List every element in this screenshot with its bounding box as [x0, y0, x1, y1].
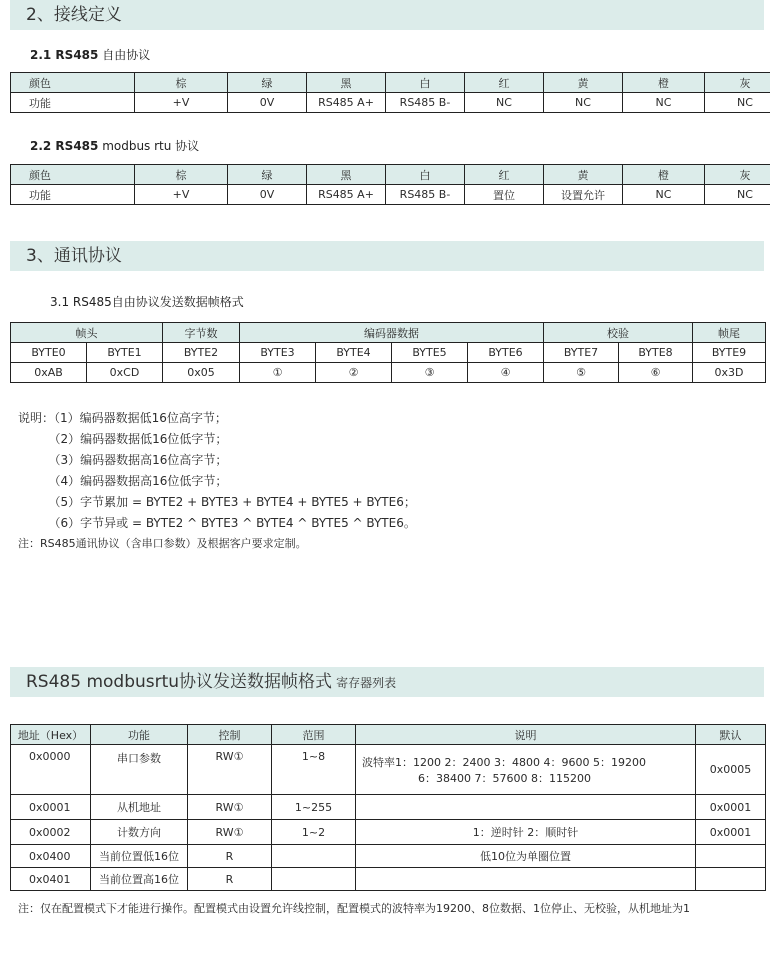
wire-cell: 置位 [465, 185, 544, 205]
register-function: 计数方向 [91, 820, 188, 845]
register-control: RW① [188, 820, 272, 845]
group-encoder: 编码器数据 [240, 323, 544, 343]
register-control: RW① [188, 795, 272, 820]
register-address: 0x0000 [11, 745, 91, 795]
register-default: 0x0001 [696, 795, 766, 820]
note-line: 说明：（1）编码器数据低16位高字节； [18, 411, 227, 425]
col-function: 功能 [91, 725, 188, 745]
wire-cell: +V [135, 185, 228, 205]
wire-cell: 黑 [307, 73, 386, 93]
byte-label: BYTE1 [87, 343, 163, 363]
register-address: 0x0002 [11, 820, 91, 845]
wire-cell: 橙 [623, 165, 705, 185]
byte-label: BYTE8 [619, 343, 693, 363]
color-row [11, 73, 770, 93]
register-default [696, 868, 766, 891]
register-range: 1~2 [272, 820, 356, 845]
wire-cell: 绿 [228, 165, 307, 185]
note-line: （6）字节异或 = BYTE2 ^ BYTE3 ^ BYTE4 ^ BYTE5 ^ BYTE6。 [18, 516, 416, 530]
description-line-2: 6：38400 7：57600 8：115200 [418, 771, 591, 785]
byte-value: 0x05 [163, 363, 240, 383]
description-line-1: 1：逆时针 2：顺时针 [472, 826, 579, 839]
subsection-2-1-number: 2.1 RS485 [30, 48, 99, 62]
wire-cell: 黄 [544, 165, 623, 185]
register-description [356, 845, 696, 868]
description-line-1: 低10位为单圈位置 [480, 850, 571, 863]
register-default [696, 845, 766, 868]
byte-value: 0xCD [87, 363, 163, 383]
wire-cell: 灰 [705, 73, 770, 93]
wire-cell: +V [135, 93, 228, 113]
byte-value: ② [316, 363, 392, 383]
wire-cell: 白 [386, 165, 465, 185]
wire-cell: 黑 [307, 165, 386, 185]
frame-format-table [10, 322, 766, 383]
section-3-title: 3、通讯协议 [26, 246, 122, 266]
byte-value: ④ [468, 363, 544, 383]
register-range: 1~8 [272, 745, 356, 795]
wire-cell: 红 [465, 165, 544, 185]
byte-label: BYTE6 [468, 343, 544, 363]
wiring-table-modbus [10, 164, 770, 205]
group-bytecount: 字节数 [163, 323, 240, 343]
col-control: 控制 [188, 725, 272, 745]
register-row [11, 745, 766, 795]
row-label: 功能 [11, 93, 135, 113]
section-2-header [10, 0, 764, 30]
register-row [11, 795, 766, 820]
byte-label: BYTE0 [11, 343, 87, 363]
wire-cell: 白 [386, 73, 465, 93]
register-address: 0x0400 [11, 845, 91, 868]
frame-values-row [11, 363, 766, 383]
frame-group-row [11, 323, 766, 343]
subsection-3-1-title: 3.1 RS485自由协议发送数据帧格式 [50, 295, 244, 309]
byte-value: ③ [392, 363, 468, 383]
wire-cell: 橙 [623, 73, 705, 93]
function-row [11, 93, 770, 113]
function-row [11, 185, 770, 205]
section-4-title-small: 寄存器列表 [336, 676, 397, 690]
row-label: 颜色 [11, 73, 135, 93]
explanation-notes [18, 409, 416, 535]
section-4-title: RS485 modbusrtu协议发送数据帧格式 [26, 672, 333, 692]
note-line: （2）编码器数据低16位低字节； [18, 432, 228, 446]
wire-cell: 黄 [544, 73, 623, 93]
section-4-footnote: 注：仅在配置模式下才能进行操作。配置模式由设置允许线控制，配置模式的波特率为19200、8位数据、1位停止、无校验，从机地址为1 [18, 902, 690, 915]
register-function: 当前位置低16位 [91, 845, 188, 868]
section-3-header [10, 241, 764, 271]
register-row [11, 845, 766, 868]
register-description [356, 745, 696, 795]
row-label: 功能 [11, 185, 135, 205]
wire-cell: RS485 B- [386, 93, 465, 113]
register-address: 0x0401 [11, 868, 91, 891]
subsection-2-2-number: 2.2 RS485 [30, 139, 99, 153]
subsection-2-1-title [30, 46, 150, 63]
group-check: 校验 [544, 323, 693, 343]
wire-cell: RS485 A+ [307, 185, 386, 205]
register-control: R [188, 845, 272, 868]
description-line-1: 波特率1：1200 2：2400 3：4800 4：9600 5：19200 [362, 755, 646, 769]
byte-label: BYTE3 [240, 343, 316, 363]
wire-cell: NC [705, 185, 770, 205]
wire-cell: NC [623, 93, 705, 113]
wire-cell: 灰 [705, 165, 770, 185]
wire-cell: 棕 [135, 165, 228, 185]
col-range: 范围 [272, 725, 356, 745]
col-address: 地址（Hex） [11, 725, 91, 745]
group-header: 帧头 [11, 323, 163, 343]
row-label: 颜色 [11, 165, 135, 185]
wire-cell: 设置允许 [544, 185, 623, 205]
register-header-row [11, 725, 766, 745]
register-row [11, 820, 766, 845]
register-control: R [188, 868, 272, 891]
wire-cell: NC [705, 93, 770, 113]
register-function: 当前位置高16位 [91, 868, 188, 891]
byte-label: BYTE7 [544, 343, 619, 363]
byte-label: BYTE9 [693, 343, 766, 363]
section-4-header [10, 667, 764, 697]
register-range [272, 845, 356, 868]
byte-label: BYTE2 [163, 343, 240, 363]
wire-cell: 绿 [228, 73, 307, 93]
section-2-title: 2、接线定义 [26, 5, 122, 25]
wire-cell: 红 [465, 73, 544, 93]
wire-cell: RS485 A+ [307, 93, 386, 113]
wiring-table-free-protocol [10, 72, 770, 113]
wire-cell: 0V [228, 185, 307, 205]
note-line: （3）编码器数据高16位高字节； [18, 453, 228, 467]
byte-value: 0xAB [11, 363, 87, 383]
register-default: 0x0001 [696, 820, 766, 845]
register-default: 0x0005 [696, 745, 766, 795]
wire-cell: 0V [228, 93, 307, 113]
register-range [272, 868, 356, 891]
group-tail: 帧尾 [693, 323, 766, 343]
register-description [356, 795, 696, 820]
wire-cell: NC [465, 93, 544, 113]
byte-label: BYTE4 [316, 343, 392, 363]
section-3-footnote: 注：RS485通讯协议（含串口参数）及根据客户要求定制。 [18, 537, 307, 550]
register-address: 0x0001 [11, 795, 91, 820]
color-row [11, 165, 770, 185]
wire-cell: 棕 [135, 73, 228, 93]
wire-cell: NC [623, 185, 705, 205]
register-table [10, 724, 766, 891]
byte-value: 0x3D [693, 363, 766, 383]
wire-cell: RS485 B- [386, 185, 465, 205]
col-default: 默认 [696, 725, 766, 745]
wire-cell: NC [544, 93, 623, 113]
note-line: （5）字节累加 = BYTE2 + BYTE3 + BYTE4 + BYTE5 + BYTE6； [18, 495, 416, 509]
note-line: （4）编码器数据高16位低字节； [18, 474, 228, 488]
frame-bytes-row [11, 343, 766, 363]
byte-value: ⑥ [619, 363, 693, 383]
byte-value: ⑤ [544, 363, 619, 383]
register-function: 从机地址 [91, 795, 188, 820]
byte-value: ① [240, 363, 316, 383]
col-description: 说明 [356, 725, 696, 745]
register-description [356, 820, 696, 845]
byte-label: BYTE5 [392, 343, 468, 363]
register-range: 1~255 [272, 795, 356, 820]
subsection-2-1-text: 自由协议 [98, 48, 151, 62]
subsection-2-2-title [30, 137, 199, 154]
register-control: RW① [188, 745, 272, 795]
register-row [11, 868, 766, 891]
subsection-2-2-text: modbus rtu 协议 [98, 139, 200, 153]
register-description [356, 868, 696, 891]
register-function: 串口参数 [91, 745, 188, 795]
